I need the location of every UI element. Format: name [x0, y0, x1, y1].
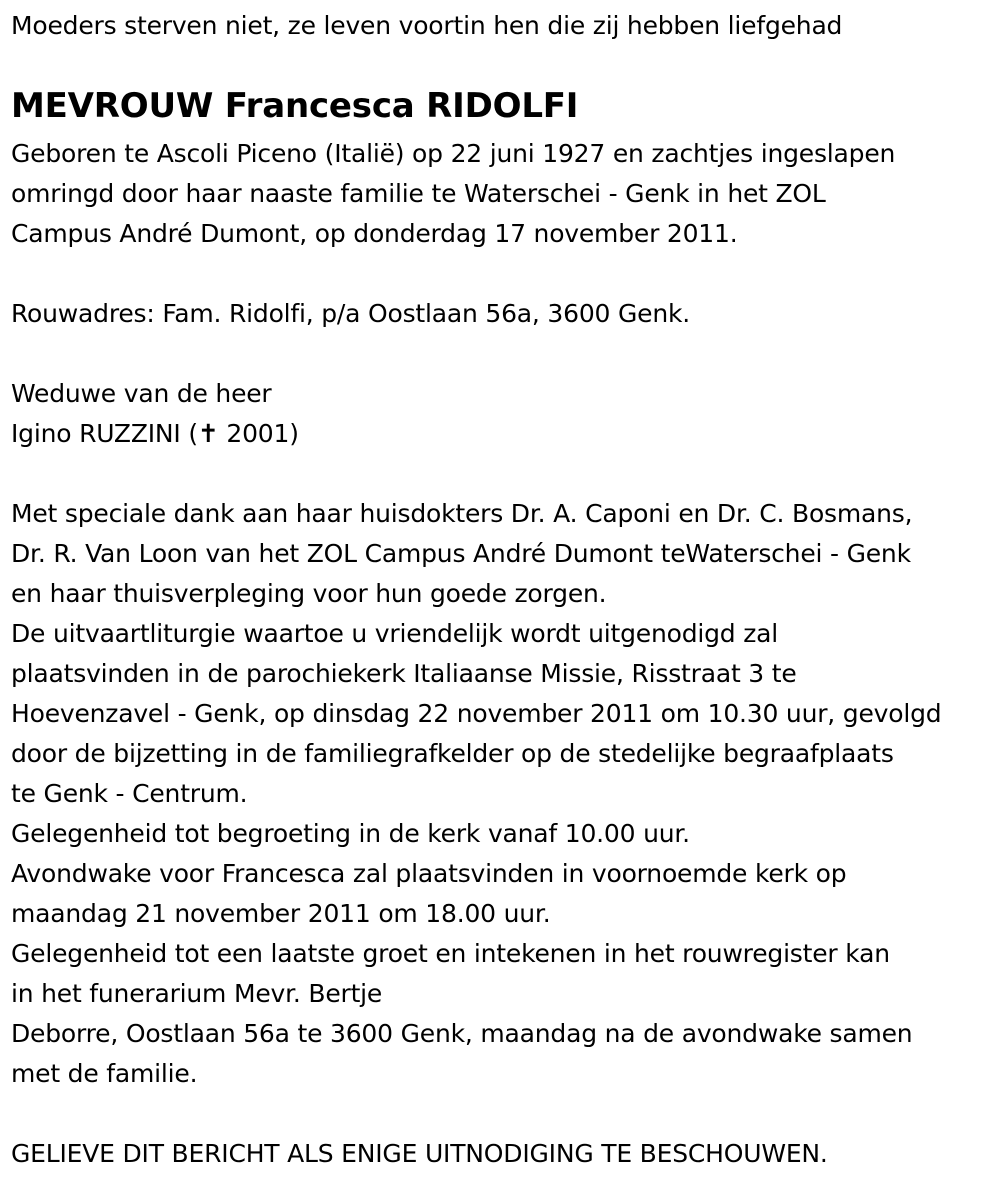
paragraph-gap [11, 454, 941, 494]
details-line: De uitvaartliturgie waartoe u vriendelijk wordt uitgenodigd zal [11, 619, 779, 648]
widow-line: Weduwe van de heer [11, 379, 272, 408]
details-line: Avondwake voor Francesca zal plaatsvinden in voornoemde kerk op [11, 859, 847, 888]
mourning-address: Rouwadres: Fam. Ridolfi, p/a Oostlaan 56a, 3600 Genk. [11, 299, 690, 328]
birth-line: Geboren te Ascoli Piceno (Italië) op 22 juni 1927 en zachtjes ingeslapen [11, 139, 896, 168]
details-line: Gelegenheid tot een laatste groet en intekenen in het rouwregister kan [11, 939, 890, 968]
details-line: in het funerarium Mevr. Bertje [11, 979, 383, 1008]
details-line: door de bijzetting in de familiegrafkelder op de stedelijke begraafplaats [11, 739, 894, 768]
details-line: Dr. R. Van Loon van het ZOL Campus André Dumont teWaterschei - Genk [11, 539, 911, 568]
details-line: Hoevenzavel - Genk, op dinsdag 22 november 2011 om 10.30 uur, gevolgd [11, 699, 942, 728]
paragraph-gap [11, 334, 941, 374]
notice-body [11, 134, 941, 1094]
birth-line: omringd door haar naaste familie te Waterschei - Genk in het ZOL [11, 179, 826, 208]
details-line: maandag 21 november 2011 om 18.00 uur. [11, 899, 551, 928]
details-line: plaatsvinden in de parochiekerk Italiaanse Missie, Risstraat 3 te [11, 659, 797, 688]
paragraph-gap [11, 254, 941, 294]
details-line: en haar thuisverpleging voor hun goede zorgen. [11, 579, 607, 608]
widow-line: Igino RUZZINI (✝ 2001) [11, 419, 299, 448]
details-line: Deborre, Oostlaan 56a te 3600 Genk, maandag na de avondwake samen [11, 1019, 913, 1048]
motto: Moeders sterven niet, ze leven voortin hen die zij hebben liefgehad [11, 11, 843, 40]
details-line: te Genk - Centrum. [11, 779, 248, 808]
details-line: met de familie. [11, 1059, 198, 1088]
details-line: Met speciale dank aan haar huisdokters Dr. A. Caponi en Dr. C. Bosmans, [11, 499, 913, 528]
deceased-name: MEVROUW Francesca RIDOLFI [11, 86, 579, 126]
closing-statement: GELIEVE DIT BERICHT ALS ENIGE UITNODIGING TE BESCHOUWEN. [11, 1139, 828, 1168]
birth-line: Campus André Dumont, op donderdag 17 november 2011. [11, 219, 738, 248]
details-line: Gelegenheid tot begroeting in de kerk vanaf 10.00 uur. [11, 819, 690, 848]
